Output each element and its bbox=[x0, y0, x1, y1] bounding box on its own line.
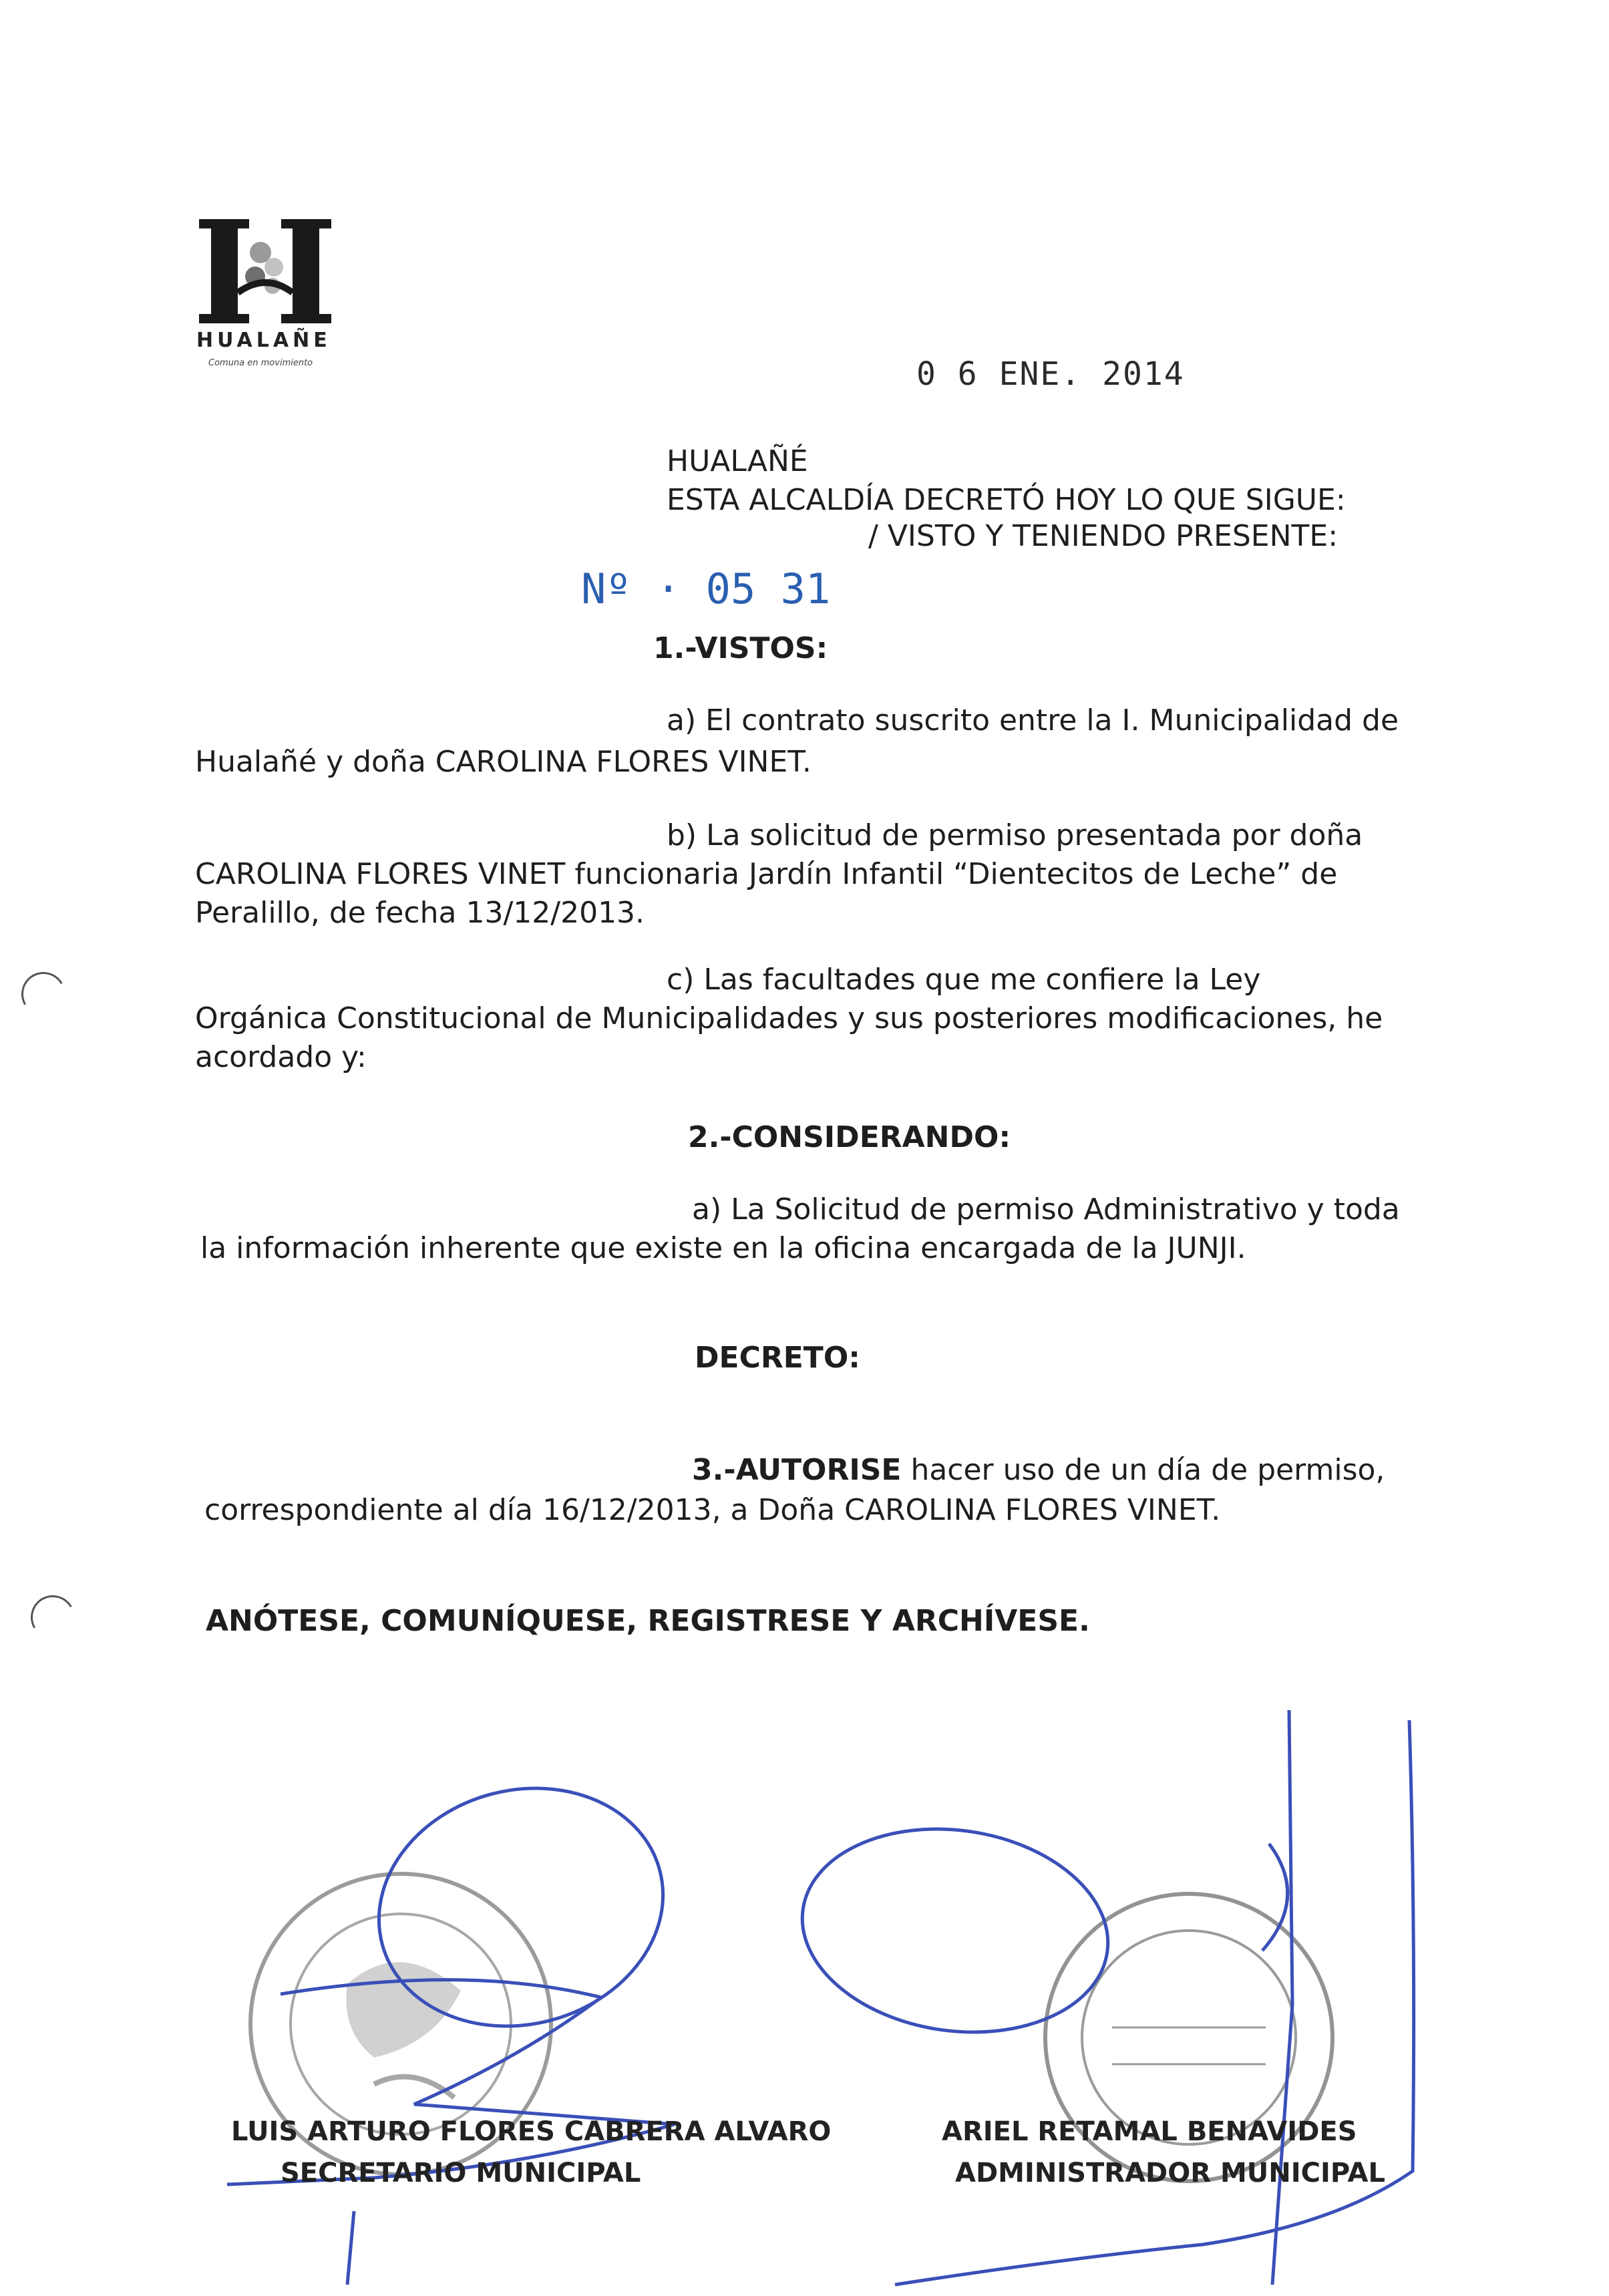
header-line-1: ESTA ALCALDÍA DECRETÓ HOY LO QUE SIGUE: bbox=[667, 483, 1346, 517]
vistos-c-line-3: acordado y: bbox=[195, 1040, 367, 1074]
decreto-item-line-2: correspondiente al día 16/12/2013, a Doña CAROLINA FLORES VINET. bbox=[204, 1493, 1221, 1527]
left-handwritten-signature bbox=[227, 1757, 690, 2285]
vistos-a-line-2: Hualañé y doña CAROLINA FLORES VINET. bbox=[195, 745, 812, 779]
section-heading-decreto: DECRETO: bbox=[695, 1341, 860, 1375]
logo-wordmark: HUALAÑE bbox=[196, 329, 331, 352]
date-stamp: 0 6 ENE. 2014 bbox=[916, 355, 1185, 393]
header-place: HUALAÑÉ bbox=[667, 444, 808, 478]
vistos-c-line-1: c) Las facultades que me confiere la Ley bbox=[667, 963, 1261, 997]
right-signatory-title: ADMINISTRADOR MUNICIPAL bbox=[955, 2158, 1385, 2188]
header-line-2: / VISTO Y TENIENDO PRESENTE: bbox=[868, 519, 1338, 553]
vistos-c-line-2: Orgánica Constitucional de Municipalidades y sus posteriores modificaciones, he bbox=[195, 1001, 1383, 1035]
right-signatory-name: ARIEL RETAMAL BENAVIDES bbox=[942, 2116, 1357, 2147]
decreto-item-text: hacer uso de un día de permiso, bbox=[910, 1453, 1385, 1487]
decreto-item-label: 3.-AUTORISE bbox=[692, 1453, 902, 1487]
vistos-b-line-3: Peralillo, de fecha 13/12/2013. bbox=[195, 896, 645, 930]
closing-formula: ANÓTESE, COMUNÍQUESE, REGISTRESE Y ARCHÍVESE. bbox=[206, 1604, 1090, 1638]
vistos-b-line-2: CAROLINA FLORES VINET funcionaria Jardín Infantil “Dientecitos de Leche” de bbox=[195, 857, 1338, 891]
right-handwritten-signature bbox=[789, 1710, 1413, 2285]
left-signatory-name: LUIS ARTURO FLORES CABRERA ALVARO bbox=[231, 2116, 832, 2147]
decree-number-stamp: Nº · 05 31 bbox=[581, 564, 831, 613]
left-signatory-title: SECRETARIO MUNICIPAL bbox=[281, 2158, 641, 2188]
vistos-b-line-1: b) La solicitud de permiso presentada por doña bbox=[667, 818, 1363, 852]
logo-slogan: Comuna en movimiento bbox=[208, 358, 313, 368]
section-heading-considerando: 2.-CONSIDERANDO: bbox=[688, 1120, 1011, 1154]
considerando-a-line-1: a) La Solicitud de permiso Administrativo y toda bbox=[692, 1192, 1400, 1226]
vistos-a-line-1: a) El contrato suscrito entre la I. Municipalidad de bbox=[667, 703, 1399, 737]
section-heading-vistos: 1.-VISTOS: bbox=[653, 631, 828, 665]
considerando-a-line-2: la información inherente que existe en la oficina encargada de la JUNJI. bbox=[200, 1231, 1246, 1265]
